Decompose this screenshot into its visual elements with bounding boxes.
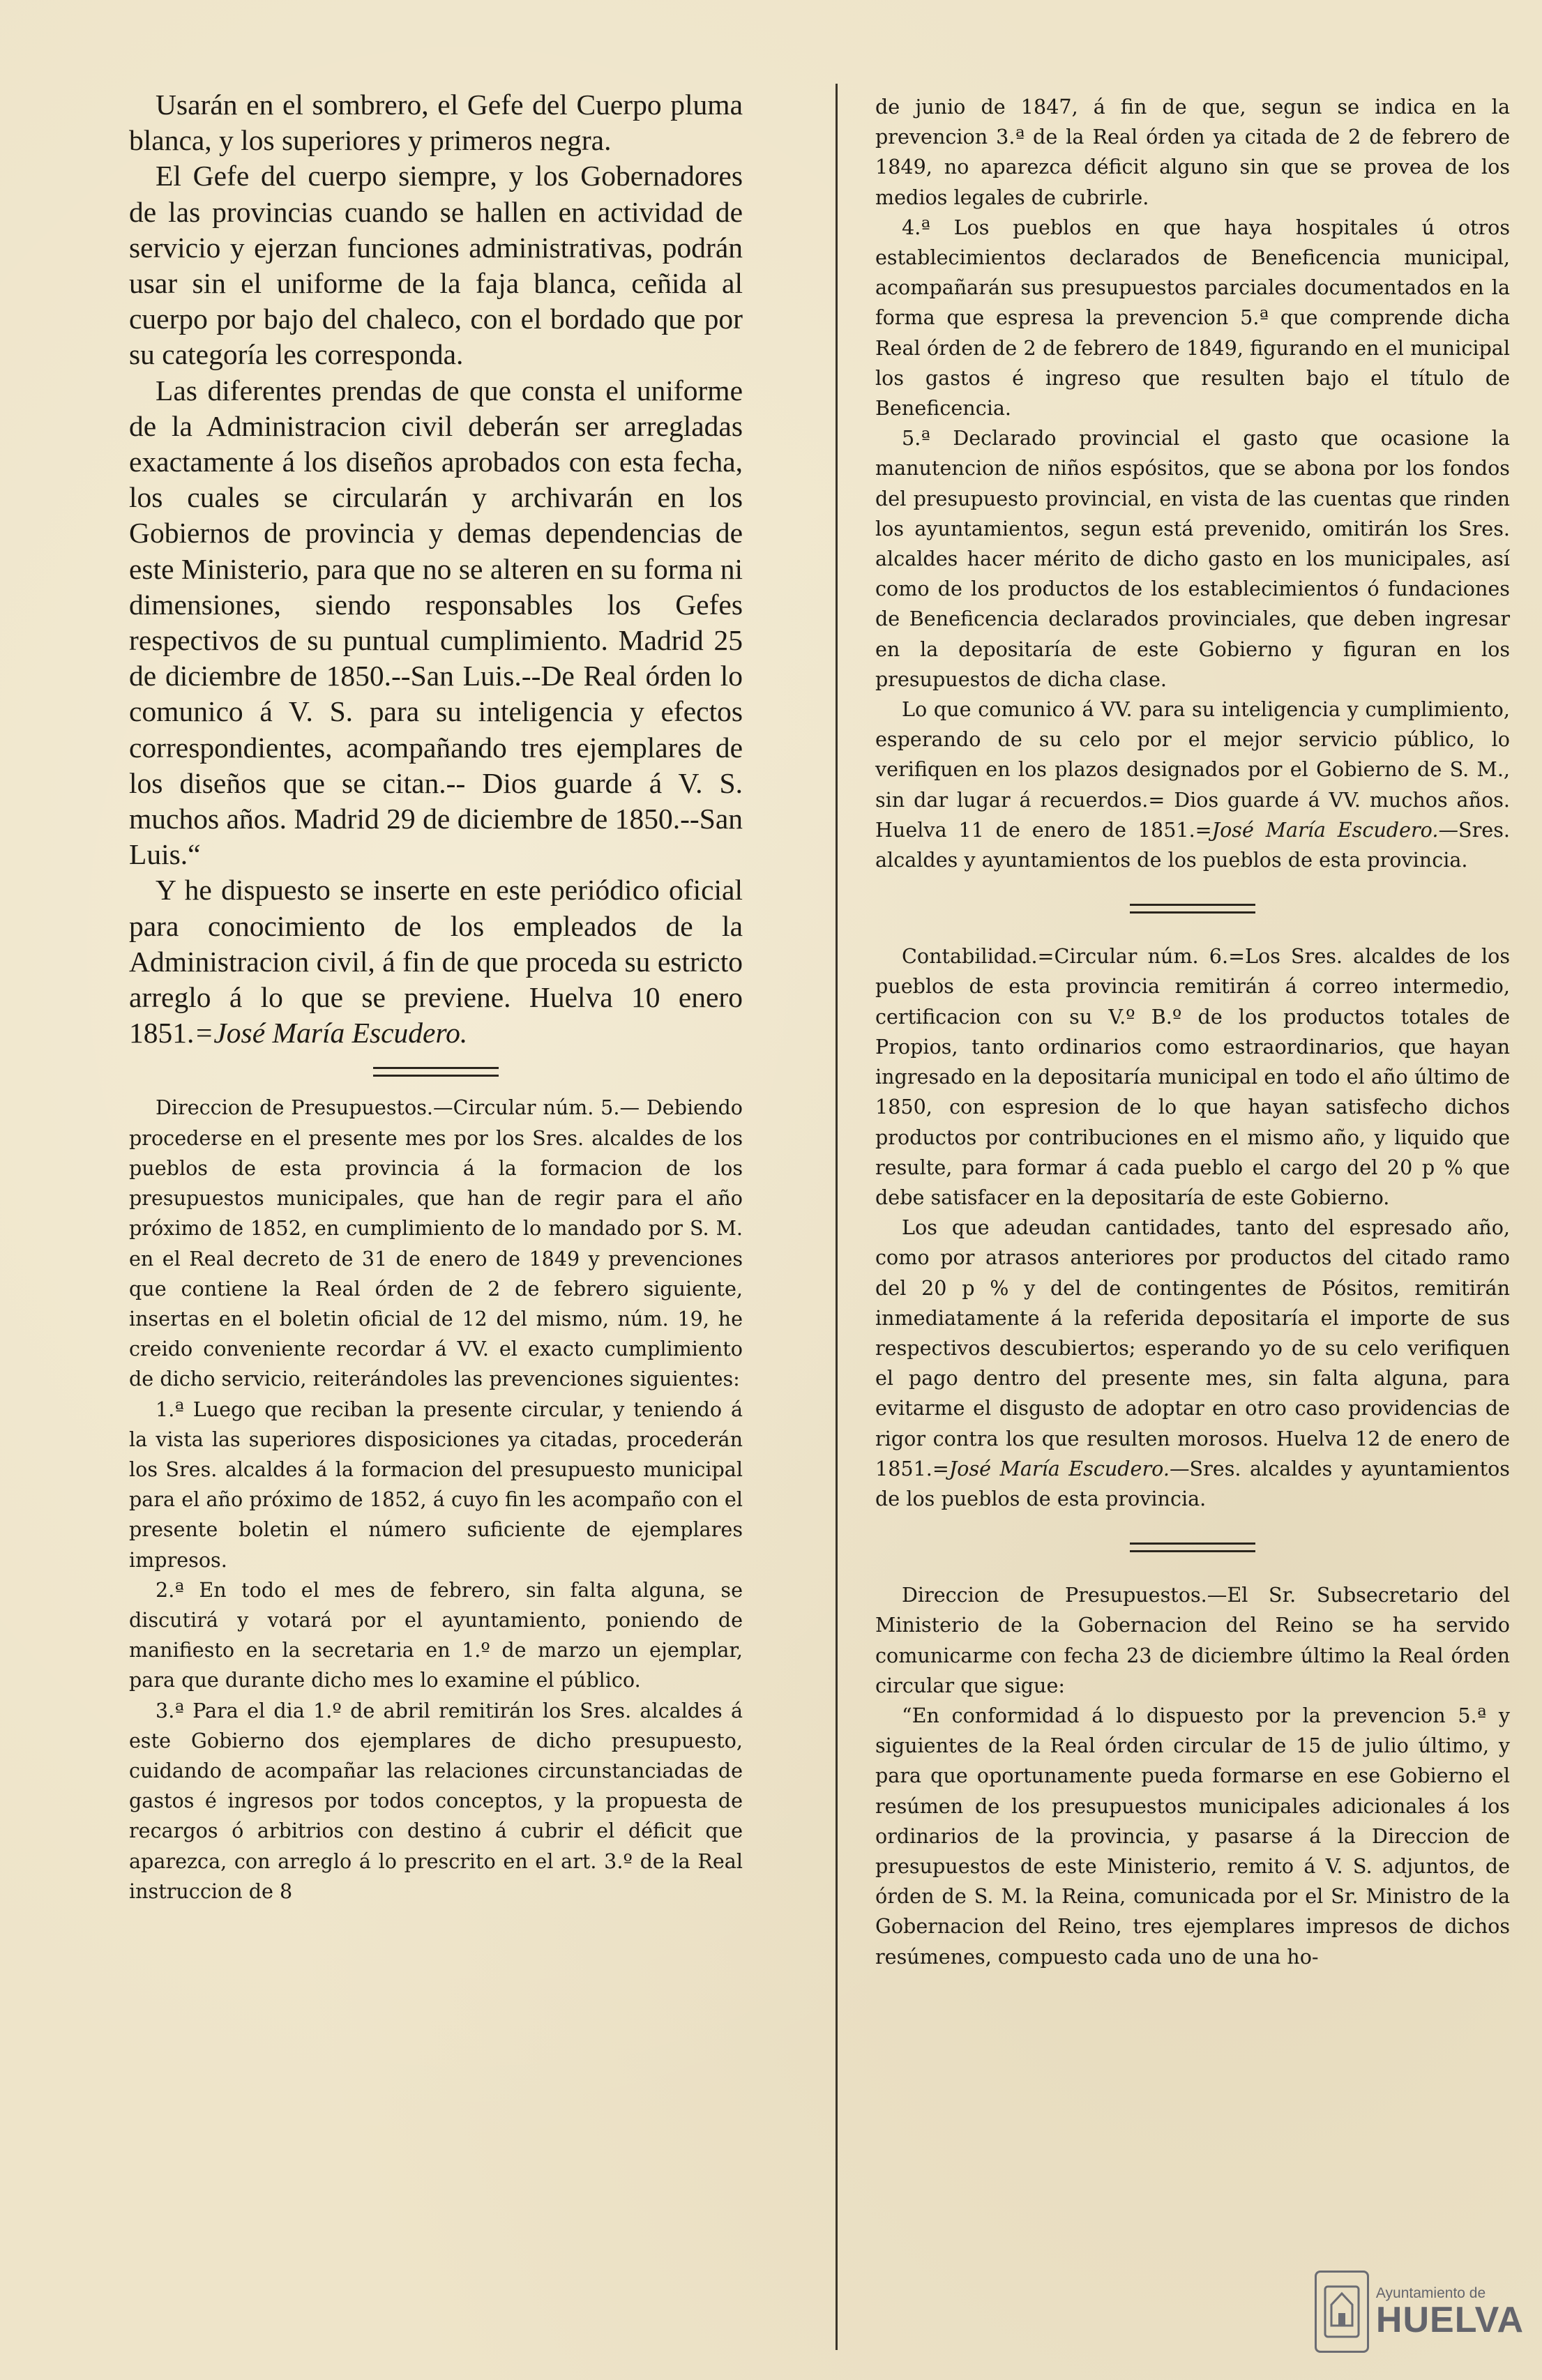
coat-of-arms-icon: [1315, 2271, 1369, 2353]
circular-5-item-2: 2.ª En todo el mes de febrero, sin falta alguna, se discutirá y votará por el ayuntamiento, poniendo de manifiesto en la secretaria en 1.º de marzo un ejemplar, para que durante dicho mes lo examine el público.: [129, 1577, 743, 1692]
circular-5-item-4: 4.ª Los pueblos en que haya hospitales ú otros establecimientos declarados de Beneficencia municipal, acompañarán sus presupuestos parciales documentados en la forma que espresa la prevencion 5.ª que comprende dicha Real órden de 2 de febrero de 1849, figurando en el municipal los gastos é ingreso que resulten bajo el título de Beneficencia.: [875, 215, 1510, 420]
circular-6-tail: —Sres. alcaldes y ayuntamientos de los pueblos de esta provincia.: [875, 1456, 1510, 1510]
circular-5-item-5: 5.ª Declarado provincial el gasto que ocasione la manutencion de niños espósitos, que se abona por los fondos del presupuesto provincial, en vista de las cuentas que rinden los ayuntamientos, segun está prevenido, omitirán los Sres. alcaldes hacer mérito de dicho gasto en los municipales, así como de los productos de los establecimientos ó fundaciones de Beneficencia declarados provinciales, que deben ingresar en la depositaría de este Gobierno y figuran en los presupuestos de dicha clase.: [875, 426, 1510, 691]
section-separator: [875, 875, 1510, 941]
paragraph-uniform: Las diferentes prendas de que consta el uniforme de la Administracion civil deberán ser arregladas exactamente á los diseños aprobados con esta fecha, los cuales se circularán y archivarán en los Gobiernos de provincia y demas dependencias de este Ministerio, para que no se alteren en su forma ni dimensiones, siendo responsables los Gefes respectivos de su puntual cumplimiento. Madrid 25 de diciembre de 1850.--San Luis.--De Real órden lo comunico á V. S. para su inteligencia y efectos correspondientes, acompañando tres ejemplares de los diseños que se citan.-- Dios guarde á V. S. muchos años. Madrid 29 de diciembre de 1850.--San Luis.“: [129, 374, 743, 871]
closing-tail: —Sres. alcaldes y ayuntamientos de los pueblos de esta provincia.: [875, 817, 1510, 872]
publication-text: Y he dispuesto se inserte en este periódico oficial para conocimiento de los empleados de la Administracion civil, á fin de que proceda su estricto arreglo á lo que se previene. Huelva 10 enero 1851.: [129, 874, 743, 1049]
left-column: [129, 87, 743, 1907]
signature: =José María Escudero.: [194, 1017, 468, 1049]
column-divider: [836, 84, 838, 2350]
circular-6-paragraph-1: Contabilidad.=Circular núm. 6.=Los Sres. alcaldes de los pueblos de esta provincia remitirán á correo intermedio, certificacion con su V.º B.º de los productos totales de Propios, tanto ordinarios como estraordinarios, que hayan ingresado en la depositaría municipal en todo el año último de 1850, con espresion de lo que hayan satisfecho dichos productos por contribuciones en el mismo año, y liquido que resulte, para formar á cada pueblo el cargo del 20 p % que debe satisfacer en la depositaría de este Gobierno.: [875, 944, 1510, 1209]
paragraph-publication: [129, 872, 743, 1051]
huelva-logo: [1315, 2263, 1524, 2360]
closing-text: Lo que comunico á VV. para su inteligencia y cumplimiento, esperando de su celo por el mejor servicio público, lo verifiquen en los plazos designados por el Gobierno de S. M., sin dar lugar á recuerdos.= Dios guarde á VV. muchos años. Huelva 11 de enero de 1851.: [875, 697, 1510, 842]
logo-line-2: HUELVA: [1375, 2300, 1524, 2340]
logo-line-1: Ayuntamiento de: [1375, 2285, 1486, 2301]
signature: =José María Escudero.: [1195, 817, 1439, 842]
circular-6-paragraph-2: [875, 1213, 1510, 1514]
paragraph-hat: Usarán en el sombrero, el Gefe del Cuerpo pluma blanca, y los superiores y primeros negra.: [129, 89, 743, 157]
circular-5-continuation: de junio de 1847, á fin de que, segun se indica en la prevencion 3.ª de la Real órden ya citada de 2 de febrero de 1849, no aparezca déficit alguno sin que se provea de los medios legales de cubrirle.: [875, 95, 1510, 209]
paragraph-sash: El Gefe del cuerpo siempre, y los Gobernadores de las provincias cuando se hallen en actividad de servicio y ejerzan funciones administrativas, podrán usar sin el uniforme de la faja blanca, ceñida al cuerpo por bajo del chaleco, con el bordado que por su categoría les corresponda.: [129, 160, 743, 371]
section-separator: [875, 1514, 1510, 1580]
circular-6-text: Los que adeudan cantidades, tanto del espresado año, como por atrasos anteriores por productos del citado ramo del 20 p % y del de contingentes de Pósitos, remitirán inmediatamente á la referida depositaría el importe de sus respectivos descubiertos; esperando yo de su celo verifiquen el pago dentro del presente mes, sin falta alguna, para evitarme el disgusto de adoptar en otro caso providencias de rigor contra los que resulten morosos. Huelva 12 de enero de 1851.: [875, 1215, 1510, 1480]
circular-5-item-3: 3.ª Para el dia 1.º de abril remitirán los Sres. alcaldes á este Gobierno dos ejemplares de dicho presupuesto, cuidando de acompañar las relaciones circunstanciadas de gastos é ingresos por todos conceptos, y la propuesta de recargos ó arbitrios con destino á cubrir el déficit que aparezca, con arreglo á lo prescrito en el art. 3.º de la Real instruccion de 8: [129, 1698, 743, 1903]
presupuestos-paragraph-1: Direccion de Presupuestos.—El Sr. Subsecretario del Ministerio de la Gobernacion del Reino se ha servido comunicarme con fecha 23 de diciembre último la Real órden circular que sigue:: [875, 1583, 1510, 1697]
right-column: [875, 92, 1510, 1972]
presupuestos-paragraph-2: “En conformidad á lo dispuesto por la prevencion 5.ª y siguientes de la Real órden circular de 15 de julio último, y para que oportunamente pueda formarse en ese Gobierno el resúmen de los presupuestos municipales adicionales á los ordinarios de la provincia, y pasarse á la Direccion de presupuestos de este Ministerio, remito á V. S. adjuntos, de órden de S. M. la Reina, comunicada por el Sr. Ministro de la Gobernacion del Reino, tres ejemplares impresos de dichos resúmenes, compuesto cada uno de una ho-: [875, 1703, 1510, 1969]
signature: =José María Escudero.: [932, 1456, 1170, 1480]
circular-5-intro: Direccion de Presupuestos.—Circular núm. 5.— Debiendo procederse en el presente mes por los Sres. alcaldes de los pueblos de esta provincia á la formacion de los presupuestos municipales, que han de regir para el año próximo de 1852, en cumplimiento de lo mandado por S. M. en el Real decreto de 31 de enero de 1849 y prevenciones que contiene la Real órden de 2 de febrero siguiente, insertas en el boletin oficial de 12 del mismo, núm. 19, he creido conveniente recordar á VV. el exacto cumplimiento de dicho servicio, reiterándoles las prevenciones siguientes:: [129, 1096, 743, 1391]
circular-5-item-1: 1.ª Luego que reciban la presente circular, y teniendo á la vista las superiores disposiciones ya citadas, procederán los Sres. alcaldes á la formacion del presupuesto municipal para el año próximo de 1852, á cuyo fin les acompaño con el presente boletin el número suficiente de ejemplares impresos.: [129, 1397, 743, 1572]
circular-5-closing: [875, 695, 1510, 875]
section-separator: [129, 1051, 743, 1093]
